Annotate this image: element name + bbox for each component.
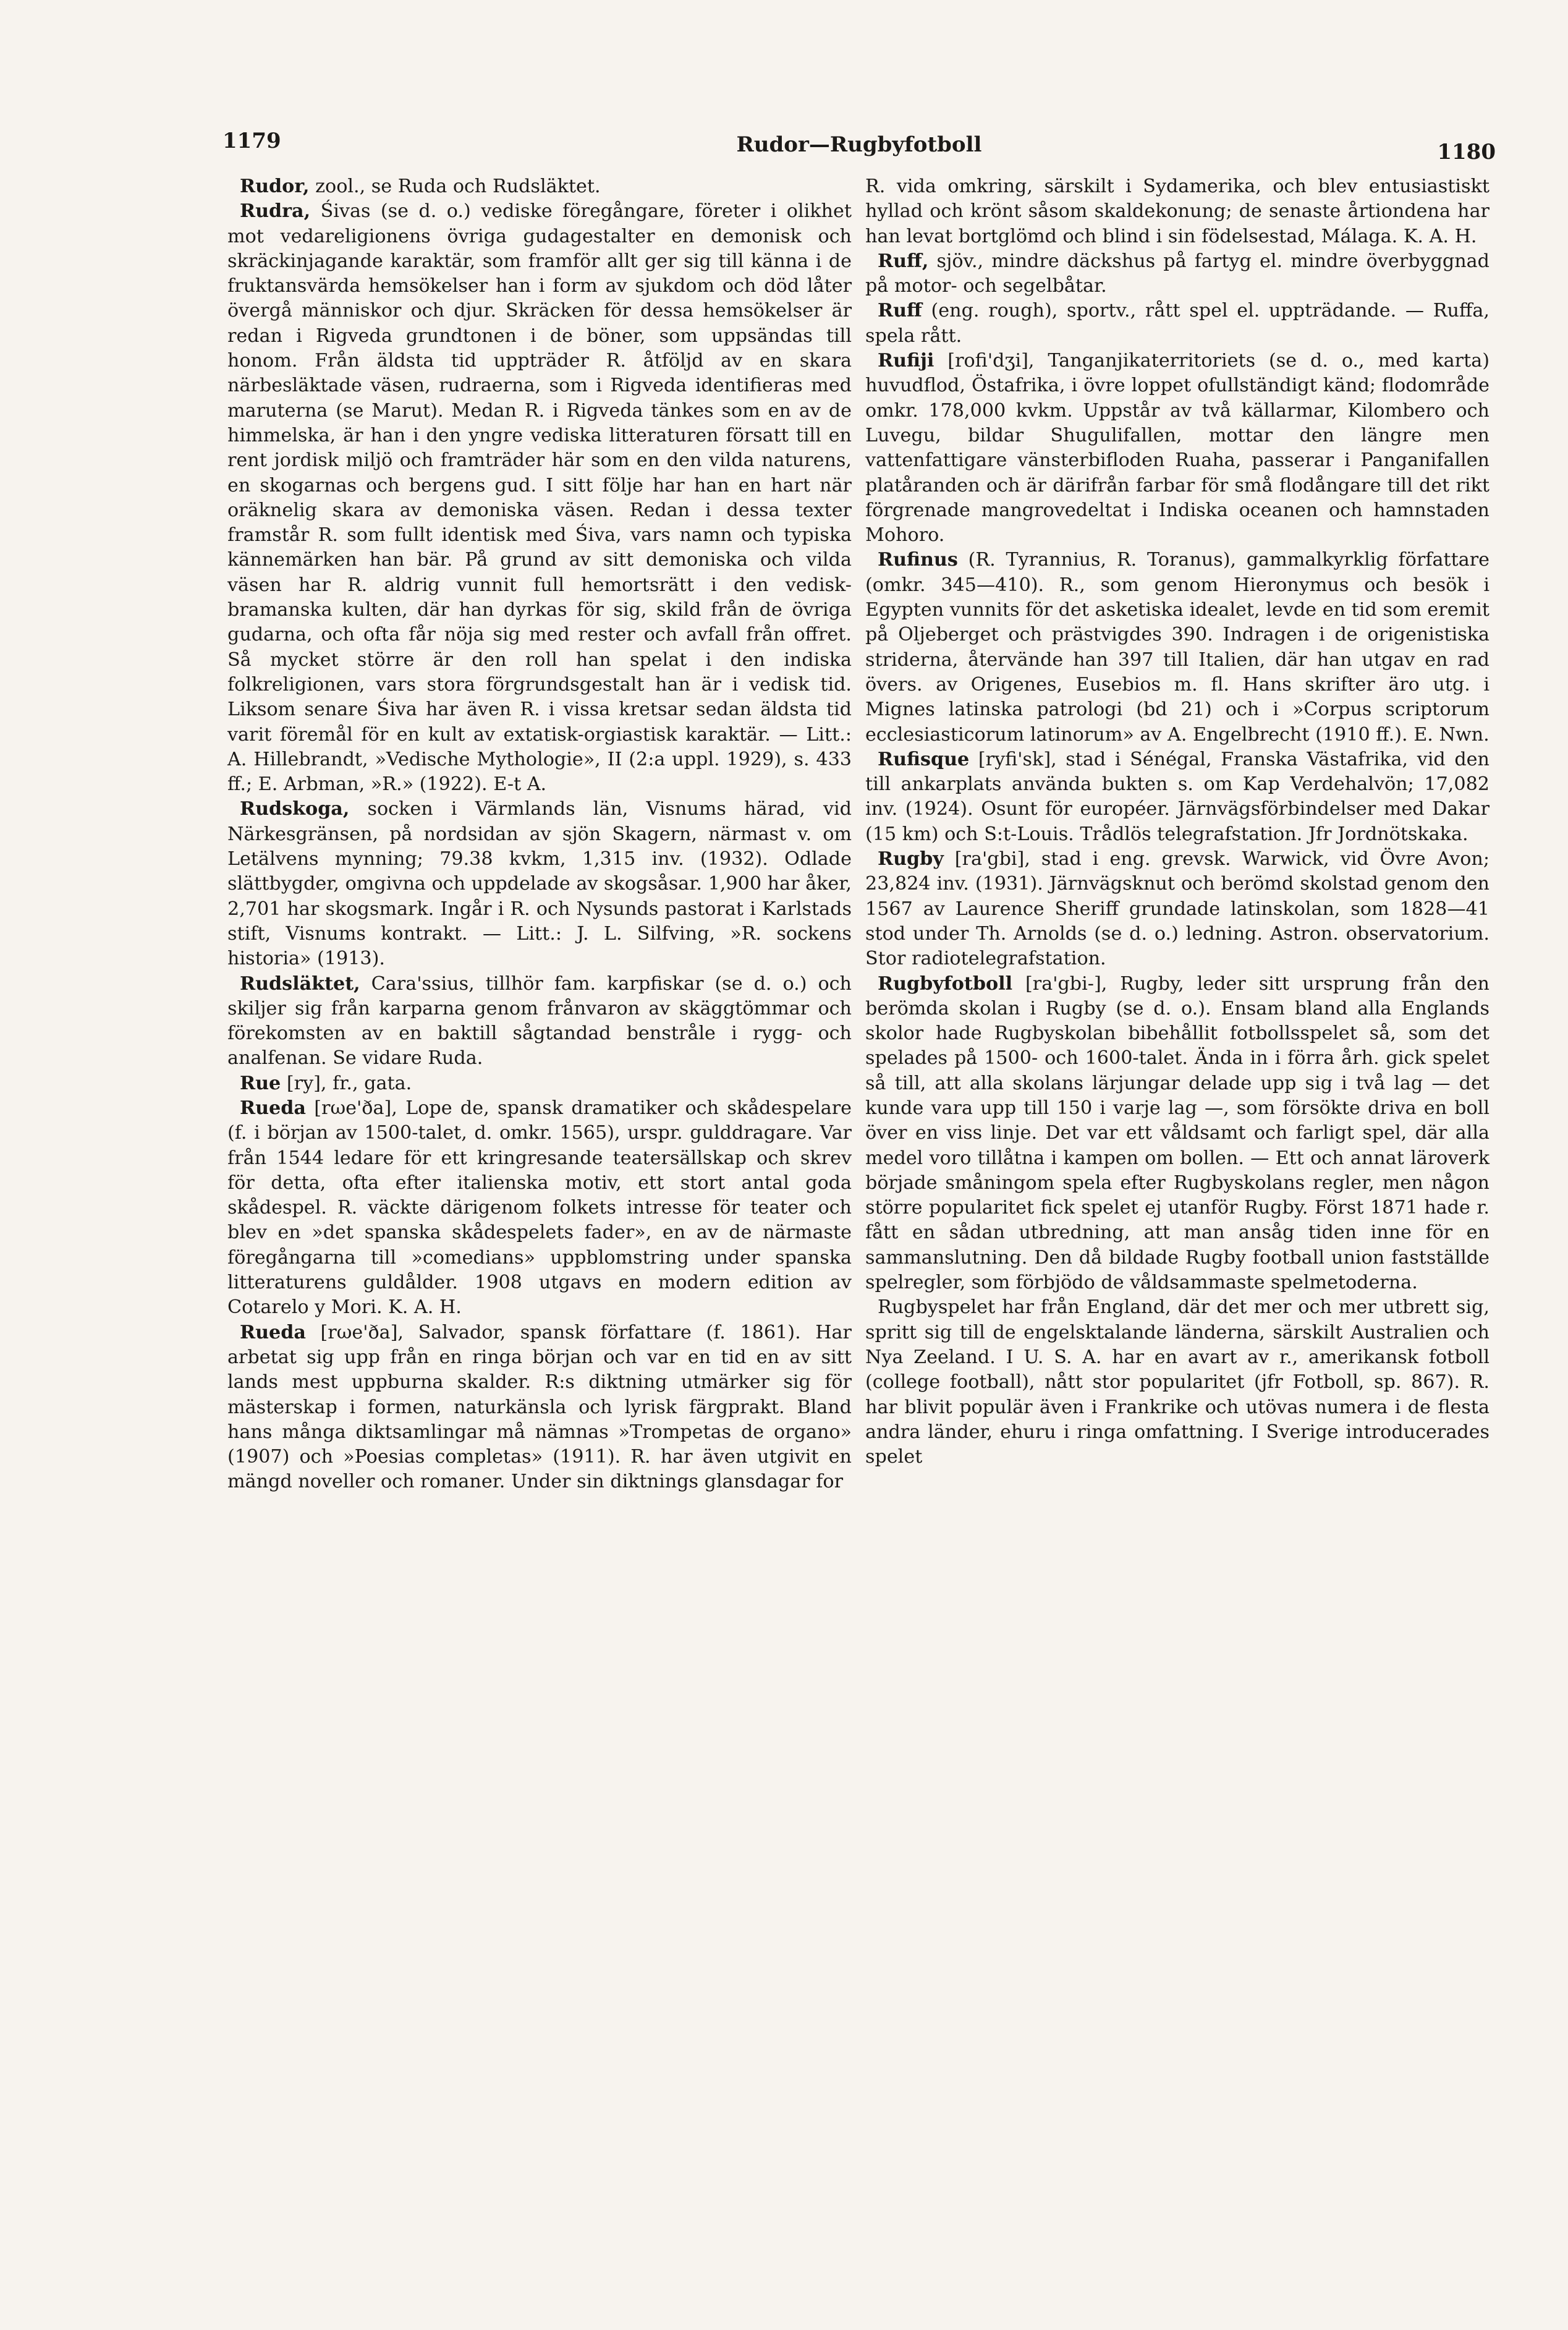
headword: Rufiji bbox=[878, 350, 934, 372]
left-column bbox=[227, 174, 852, 1495]
headword: Rudsläktet, bbox=[240, 972, 360, 995]
entry-rufisque bbox=[865, 747, 1490, 847]
entry-text: [rωe'ða], Lope de, spansk dramatiker och skådespelare (f. i början av 1500-talet, d. omkr. 1565), urspr. gulddragare. Var från 1544 ledare för ett kringresande teatersällskap och skrev för detta, ofta efter italienska motiv, ett stort antal goda skådespel. R. väckte därigenom folkets intresse för teater och blev en »det spanska skådespelets fader», en av de närmaste föregångarna till »comedians» uppblomstring under spanska litteraturens guldålder. 1908 utgavs en modern edition av Cotarelo y Mori. bbox=[227, 1097, 852, 1319]
headword: Rudra, bbox=[240, 200, 311, 223]
entry-text: (eng. rough), sportv., rått spel el. uppträdande. — Ruffa, spela rått. bbox=[865, 300, 1490, 347]
entry-rufinus bbox=[865, 548, 1490, 747]
entry-text: [rofi'dʒi], Tanganjikaterritoriets (se d. o., med karta) huvudflod, Östafrika, i övre loppet ofullständigt känd; flodområde omkr. 178,000 kvkm. Uppstår av två källarmar, Kilombero och Luvegu, bildar Shugulifallen, mottar den längre men vattenfattigare vänsterbifloden Ruaha, passerar i Panganifallen platåranden och är därifrån farbar för små flodångare till det rikt förgrenade mangrovedeltat i Indiska oceanen och hamnstaden Mohoro. bbox=[865, 350, 1490, 546]
entry-text: sjöv., mindre däckshus på fartyg el. mindre överbyggnad på motor- och segelbåtar. bbox=[865, 250, 1490, 297]
entry-text: Cara'ssius, tillhör fam. karpfiskar (se d. o.) och skiljer sig från karparna genom frånvaron av skäggtömmar och förekomsten av en baktill sågtandad benstråle i rygg- och analfenan. Se vidare Ruda. bbox=[227, 972, 852, 1069]
entry-rue bbox=[227, 1071, 852, 1096]
author-signature: E-t A. bbox=[493, 773, 547, 796]
entry-rudra bbox=[227, 199, 852, 797]
page-header bbox=[222, 129, 1496, 172]
headword: Rueda bbox=[240, 1097, 306, 1119]
headword: Rugby bbox=[878, 848, 944, 870]
entry-text: [rωe'ða], Salvador, spansk författare (f. 1861). Har arbetat sig upp från en ringa början och var en tid en av sitt lands mest uppburna skalder. R:s diktning utmärker sig för mästerskap i formen, naturkänsla och lyrisk färgprakt. Bland hans många diktsamlingar må nämnas »Trompetas de organo» (1907) och »Poesias completas» (1911). R. har även utgivit en mängd noveller och romaner. Under sin diktnings glansdagar for bbox=[227, 1321, 852, 1493]
right-column bbox=[865, 174, 1490, 1469]
entry-rudor bbox=[227, 174, 852, 199]
entry-rueda-salvador bbox=[227, 1320, 852, 1495]
entry-ruff-sjov bbox=[865, 249, 1490, 299]
entry-text: [ry], fr., gata. bbox=[286, 1072, 412, 1094]
entry-text: Śivas (se d. o.) vediske föregångare, företer i olikhet mot vedareligionens övriga gudagestalter en demonisk och skräckinjagande karaktär, som framför allt ger sig till känna i de fruktansvärda hemsökelser han i form av sjukdom och död låter övergå människor och djur. Skräcken för dessa hemsökelser är redan i Rigveda grundtonen i de böner, som uppsändas till honom. Från äldsta tid uppträder R. åtföljd av en skara närbesläktade väsen, rudraerna, som i Rigveda identifieras med maruterna (se Marut). Medan R. i Rigveda tänkes som en av de himmelska, är han i den yngre vediska litteraturen försatt till en rent jordisk miljö och framträder här som en den vilda naturens, en skogarnas och bergens gud. I sitt följe har han en hart när oräknelig skara av demoniska väsen. Redan i dessa texter framstår R. som fullt identisk med Śiva, vars namn och typiska kännemärken han bär. På grund av sitt demoniska och vilda väsen har R. aldrig vunnit full hemortsrätt i den vedisk-bramanska kulten, där han dyrkas för sig, skild från de övriga gudarna, och ofta får nöja sig med rester och avfall från offret. Så mycket större är den roll han spelat i den indiska folkreligionen, vars stora förgrundsgestalt han är i vedisk tid. Liksom senare Śiva har även R. i vissa kretsar sedan äldsta tid varit föremål för en kult av extatisk-orgiastisk karaktär. — Litt.: A. Hillebrandt, »Vedische Mythologie», II (2:a uppl. 1929), s. 433 ff.; E. Arbman, »R.» (1922). bbox=[227, 200, 852, 796]
entry-rueda-lope bbox=[227, 1096, 852, 1320]
running-title: Rudor—Rugbyfotboll bbox=[736, 132, 982, 157]
headword: Rue bbox=[240, 1072, 281, 1094]
entry-rugby bbox=[865, 847, 1490, 971]
entry-ruff-sport bbox=[865, 299, 1490, 349]
entry-text: [ra'gbi-], Rugby, leder sitt ursprung från den berömda skolan i Rugby (se d. o.). Ensam bland alla Englands skolor hade Rugbyskolan bibehållit fotbollsspelet så, som det spelades på 1500- och 1600-talet. Ända in i förra årh. gick spelet så till, att alla skolans lärjungar delade upp sig i två lag — det kunde vara upp till 150 i varje lag —, som försökte driva en boll över en viss linje. Det var ett våldsamt och farligt spel, där alla medel voro tillåtna i kampen om bollen. — Ett och annat läroverk började småningom spela efter Rugbyskolans regler, men någon större popularitet fick spelet ej utanför Rugby. Först 1871 hade r. fått en sådan utbredning, att man ansåg tiden inne för en sammanslutning. Den då bildade Rugby football union fastställde spelregler, som förbjödo de våldsammaste spelmetoderna. bbox=[865, 972, 1490, 1294]
entry-rugbyspelet bbox=[865, 1295, 1490, 1469]
headword: Rugbyfotboll bbox=[878, 972, 1013, 995]
entry-text: [ra'gbi], stad i eng. grevsk. Warwick, vid Övre Avon; 23,824 inv. (1931). Järnvägsknut och berömd skolstad genom den 1567 av Laurence Sheriff grundade latinskolan, som 1828—41 stod under Th. Arnolds (se d. o.) ledning. Astron. observatorium. Stor radiotelegrafstation. bbox=[865, 848, 1490, 970]
entry-text: socken i Värmlands län, Visnums härad, vid Närkesgränsen, på nordsidan av sjön Skagern, närmast v. om Letälvens mynning; 79.38 kvkm, 1,315 inv. (1932). Odlade slättbygder, omgivna och uppdelade av skogsåsar. 1,900 har åker, 2,701 har skogsmark. Ingår i R. och Nysunds pastorat i Karlstads stift, Visnums kontrakt. — Litt.: J. L. Silfving, »R. sockens historia» (1913). bbox=[227, 798, 852, 970]
page-number-left: 1179 bbox=[222, 129, 281, 153]
entry-text: R. vida omkring, särskilt i Sydamerika, och blev entusiastiskt hyllad och krönt såsom skaldekonung; de senaste årtiondena har han levat bortglömd och blind i sin födelsestad, Málaga. bbox=[865, 176, 1490, 247]
headword: Rudskoga, bbox=[240, 798, 350, 820]
entry-text: (R. Tyrannius, R. Toranus), gammalkyrklig författare (omkr. 345—410). R., som genom Hieronymus och besök i Egypten vunnits för det asketiska idealet, levde en tid som eremit på Oljeberget och prästvigdes 390. Indragen i de origenistiska striderna, återvände han 397 till Italien, där han utgav en rad övers. av Origenes, Eusebios m. fl. Hans skrifter äro utg. i Mignes latinska patrologi (bd 21) och i »Corpus scriptorum ecclesiasticorum latinorum» av A. Engelbrecht (1910 ff.). bbox=[865, 549, 1490, 746]
entry-text: [ryfi'sk], stad i Sénégal, Franska Västafrika, vid den till ankarplats använda bukten s. om Kap Verdehalvön; 17,082 inv. (1924). Osunt för européer. Järnvägsförbindelser med Dakar (15 km) och S:t-Louis. Trådlös telegrafstation. Jfr Jordnötskaka. bbox=[865, 748, 1490, 845]
entry-text: Rugbyspelet har från England, där det mer och mer utbrett sig, spritt sig till de engelsktalande länderna, särskilt Australien och Nya Zeeland. I U. S. A. har en avart av r., amerikansk fotboll (college football), nått stor popularitet (jfr Fotboll, sp. 867). R. har blivit populär även i Frankrike och utövas numera i de flesta andra länder, ehuru i ringa omfattning. I Sverige introducerades spelet bbox=[865, 1296, 1490, 1468]
entry-rudskoga bbox=[227, 797, 852, 971]
headword: Ruff, bbox=[878, 250, 929, 272]
author-signature: K. A. H. bbox=[1403, 225, 1477, 247]
author-signature: E. Nwn. bbox=[1413, 723, 1490, 746]
entry-rugbyfotboll bbox=[865, 972, 1490, 1296]
entry-rudslaktet bbox=[227, 972, 852, 1071]
headword: Rueda bbox=[240, 1321, 306, 1343]
author-signature: K. A. H. bbox=[388, 1296, 462, 1319]
entry-rueda-salvador-continued bbox=[865, 174, 1490, 249]
headword: Rufinus bbox=[878, 549, 958, 571]
entry-rufiji bbox=[865, 349, 1490, 548]
headword: Ruff bbox=[878, 300, 922, 322]
headword: Rudor, bbox=[240, 176, 310, 197]
page-number-right: 1180 bbox=[1437, 140, 1496, 164]
entry-text: zool., se Ruda och Rudsläktet. bbox=[315, 176, 601, 197]
headword: Rufisque bbox=[878, 748, 970, 770]
